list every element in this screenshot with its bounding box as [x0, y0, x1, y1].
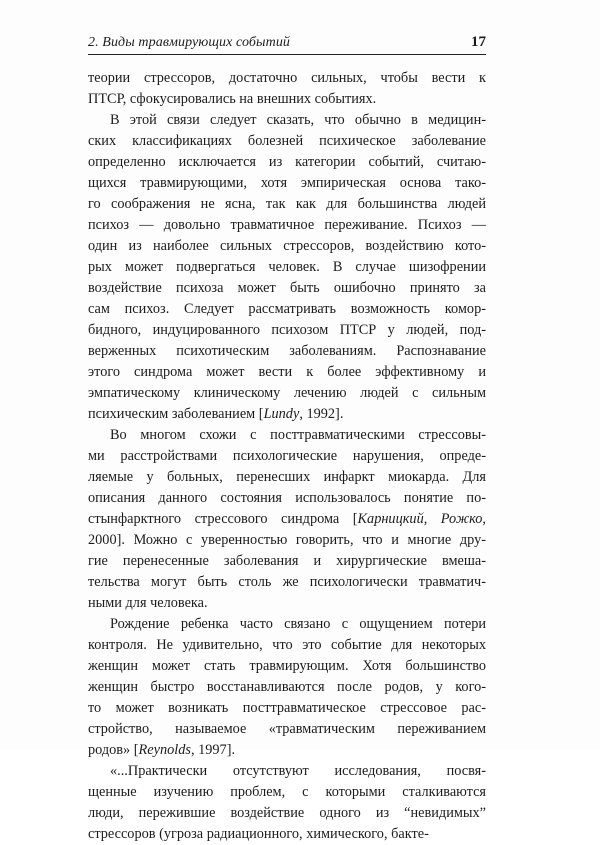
chapter-title: 2. Виды травмирующих событий [88, 35, 291, 50]
citation-author: Lundy [263, 406, 300, 422]
text-run: контроля. Не удивительно, что это событие для некоторых [88, 637, 486, 653]
text-line [88, 68, 486, 89]
text-line [88, 782, 486, 803]
text-run: описания данного состояния использовалось понятие по- [88, 490, 486, 506]
text-run: 2000]. Можно с уверенностью говорить, что и многие дру- [88, 532, 486, 548]
text-line [88, 257, 486, 278]
text-run: сам психоз. Следует рассматривать возможность комор- [88, 301, 486, 317]
text-run: этого синдрома может вести к более эффективному и [88, 364, 486, 380]
text-run: верженных психотическим заболеваниям. Распознавание [88, 343, 486, 359]
text-line [88, 719, 486, 740]
text-run: воздействие психоза может быть ошибочно принято за [88, 280, 486, 296]
text-run: Рождение ребенка часто связано с ощущением потери [110, 616, 486, 632]
text-line [88, 299, 486, 320]
text-line [88, 89, 486, 110]
text-line [88, 698, 486, 719]
text-line [88, 635, 486, 656]
citation-author: Карницкий, Рожко [357, 511, 483, 527]
text-run: стрессоров (угроза радиационного, химического, бакте- [88, 826, 429, 842]
text-run: , 1997]. [190, 742, 236, 758]
text-run: женщин может стать травмирующим. Хотя большинство [88, 658, 486, 674]
text-run: бидного, индуцированного психозом ПТСР у людей, под- [88, 322, 486, 338]
text-run: ми расстройствами психологические нарушения, опреде- [88, 448, 486, 464]
text-run: то может возникать посттравматическое стрессовое рас- [88, 700, 486, 716]
text-run: ских классификациях болезней психическое заболевание [88, 133, 486, 149]
text-line [88, 740, 486, 761]
text-line [88, 614, 486, 635]
text-line [88, 761, 486, 782]
text-line [88, 110, 486, 131]
text-line [88, 278, 486, 299]
text-run: ПТСР, сфокусировались на внешних событиях. [88, 91, 377, 107]
text-run: стынфарктного стрессового синдрома [ [88, 511, 358, 527]
text-line [88, 236, 486, 257]
text-run: Во многом схожи с посттравматическими стрессовы- [110, 427, 486, 443]
text-line [88, 551, 486, 572]
text-line [88, 467, 486, 488]
text-run: щихся травмирующими, хотя эмпирическая основа тако- [88, 175, 486, 191]
text-run: ляемые у больных, перенесших инфаркт миокарда. Для [88, 469, 486, 485]
text-line [88, 362, 486, 383]
text-line [88, 404, 486, 425]
text-line [88, 425, 486, 446]
paragraph [88, 614, 486, 761]
text-run: го соображения не ясна, так как для большинства людей [88, 196, 486, 212]
text-run: рых может подвергаться человек. В случае шизофрении [88, 259, 486, 275]
text-line [88, 320, 486, 341]
page-number: 17 [471, 34, 486, 50]
citation-author: Reynolds [138, 742, 191, 758]
text-run: ными для человека. [88, 595, 208, 611]
text-line [88, 488, 486, 509]
text-run: тельства могут быть столь же психологически травматич- [88, 574, 486, 590]
text-run: В этой связи следует сказать, что обычно в медицин- [110, 112, 486, 128]
paragraph [88, 425, 486, 614]
text-run: определенно исключается из категории событий, считаю- [88, 154, 486, 170]
text-run: психическим заболеванием [ [88, 406, 264, 422]
text-run: теории стрессоров, достаточно сильных, чтобы вести к [88, 70, 486, 86]
text-line [88, 173, 486, 194]
text-line [88, 383, 486, 404]
text-line [88, 803, 486, 824]
text-line [88, 446, 486, 467]
text-line [88, 530, 486, 551]
text-line [88, 572, 486, 593]
paragraph [88, 761, 486, 845]
text-line [88, 341, 486, 362]
text-line [88, 152, 486, 173]
text-line [88, 593, 486, 614]
running-header [88, 34, 486, 55]
text-run: люди, пережившие воздействие одного из “невидимых” [88, 805, 486, 821]
text-line [88, 131, 486, 152]
text-run: щенные изучению проблем, с которыми сталкиваются [88, 784, 486, 800]
text-run: , [482, 511, 486, 527]
text-line [88, 215, 486, 236]
text-run: женщин быстро восстанавливаются после родов, у кого- [88, 679, 486, 695]
text-line [88, 656, 486, 677]
text-run: , 1992]. [299, 406, 344, 422]
text-run: родов» [ [88, 742, 139, 758]
text-run: психоз — довольно травматичное переживание. Психоз — [88, 217, 486, 233]
paragraph [88, 68, 486, 110]
text-line [88, 194, 486, 215]
text-run: стройство, называемое «травматическим переживанием [88, 721, 486, 737]
body-text [88, 68, 486, 845]
text-run: «...Практически отсутствуют исследования, посвя- [110, 763, 486, 779]
text-line [88, 677, 486, 698]
text-line [88, 509, 486, 530]
text-line [88, 824, 486, 845]
text-run: гие перенесенные заболевания и хирургические вмеша- [88, 553, 486, 569]
paragraph [88, 110, 486, 425]
text-run: эмпатическому клиническому лечению людей с сильным [88, 385, 486, 401]
text-run: один из наиболее сильных стрессоров, воздействию кото- [88, 238, 486, 254]
